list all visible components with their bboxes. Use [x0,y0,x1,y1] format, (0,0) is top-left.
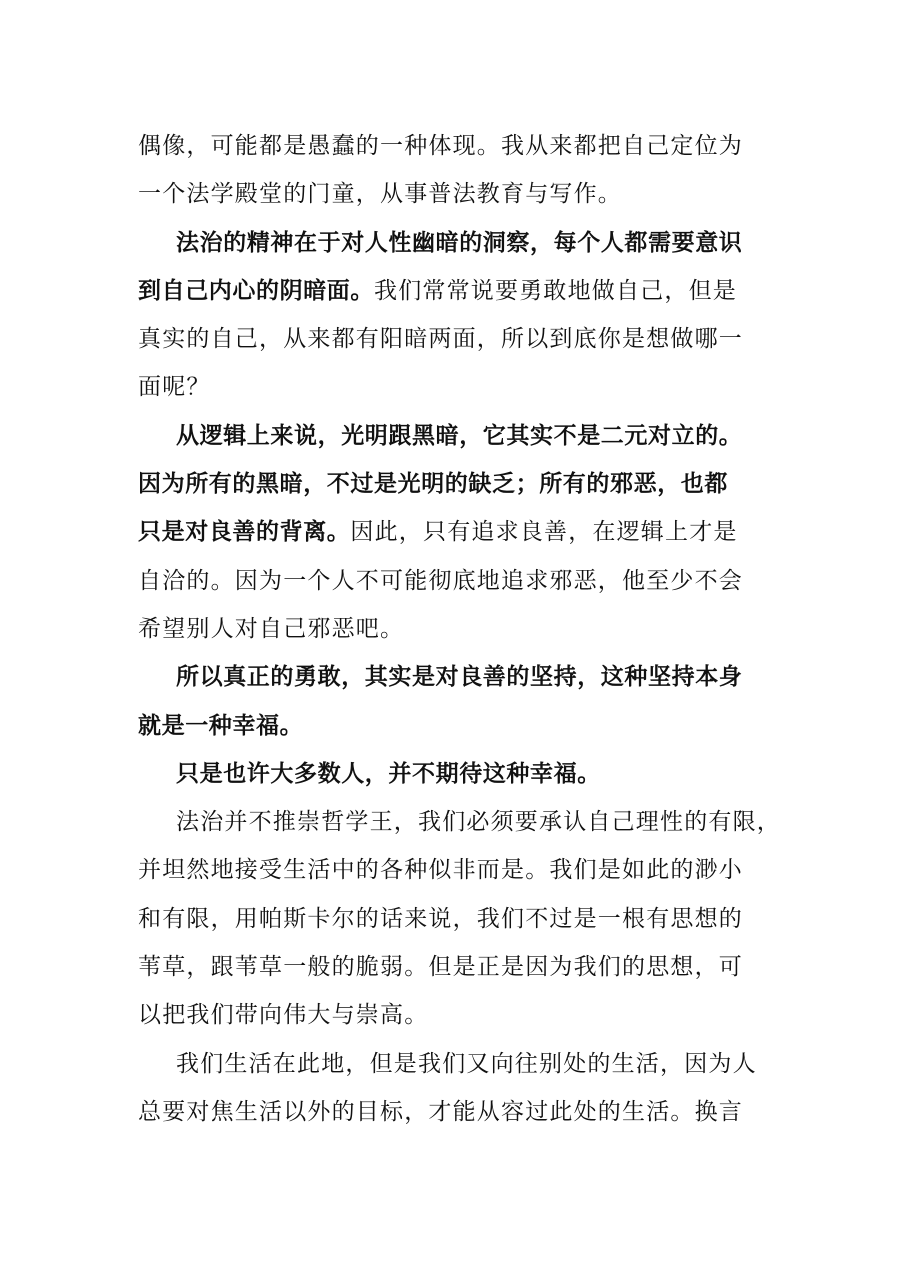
text-line [138,363,774,411]
text-run: 我们生活在此地，但是我们又向往别处的生活，因为人 [176,1050,757,1077]
bold-text-run: 所以真正的勇敢，其实是对良善的坚持，这种坚持本身 [176,664,743,691]
paragraph [138,798,781,1039]
text-line [138,557,774,605]
text-line [138,219,774,267]
text-line [138,460,774,508]
text-run: 总要对焦生活以外的目标，才能从容过此处的生活。换言 [138,1098,743,1125]
text-run: 法治并不推崇哲学王，我们必须要承认自己理性的有限， [176,809,781,836]
text-line [138,170,774,218]
text-line [138,315,774,363]
text-run: 自洽的。因为一个人不可能彻底地追求邪恶，他至少不会 [138,567,743,594]
bold-text-run: 只是对良善的背离。 [138,519,351,546]
text-line [138,798,781,846]
text-run: 以把我们带向伟大与崇高。 [138,1002,429,1029]
text-line [138,943,774,991]
text-line [138,1088,774,1136]
text-run: 因此，只有追求良善，在逻辑上才是 [350,519,738,546]
paragraph [138,219,774,412]
text-line [138,846,774,894]
text-run: 苇草，跟苇草一般的脆弱。但是正是因为我们的思想，可 [138,954,743,981]
text-line [138,702,774,750]
text-line [138,750,774,798]
text-run: 偶像，可能都是愚蠢的一种体现。我从来都把自己定位为 [138,133,743,159]
text-line [138,991,774,1039]
bold-text-run: 只是也许大多数人，并不期待这种幸福。 [176,760,601,787]
text-line [138,267,774,315]
document-body [138,122,781,1136]
text-line [138,412,774,460]
paragraph [138,750,774,798]
text-run: 并坦然地接受生活中的各种似非而是。我们是如此的渺小 [138,857,743,884]
text-run: 一个法学殿堂的门童，从事普法教育与写作。 [138,181,622,208]
text-line [138,605,774,653]
paragraph [138,412,774,653]
bold-text-run: 因为所有的黑暗，不过是光明的缺乏；所有的邪恶，也都 [138,471,728,498]
paragraph [138,653,774,750]
bold-text-run: 从逻辑上来说，光明跟黑暗，它其实不是二元对立的。 [176,422,743,449]
text-run: 我们常常说要勇敢地做自己，但是 [374,277,737,304]
bold-text-run: 到自己内心的阴暗面。 [138,277,374,304]
bold-text-run: 法治的精神在于对人性幽暗的洞察，每个人都需要意识 [176,229,743,256]
text-line [138,653,774,701]
text-line [138,508,774,556]
paragraph [138,1040,774,1137]
text-line [138,895,774,943]
paragraph [138,122,774,219]
text-run: 真实的自己，从来都有阳暗两面，所以到底你是想做哪一 [138,326,743,353]
text-run: 希望别人对自己邪恶吧。 [138,615,405,642]
bold-text-run: 就是一种幸福。 [138,712,304,739]
text-run: 和有限，用帕斯卡尔的话来说，我们不过是一根有思想的 [138,905,743,932]
text-run: 面呢？ [138,374,211,401]
text-line [138,1040,774,1088]
text-line [138,122,774,170]
